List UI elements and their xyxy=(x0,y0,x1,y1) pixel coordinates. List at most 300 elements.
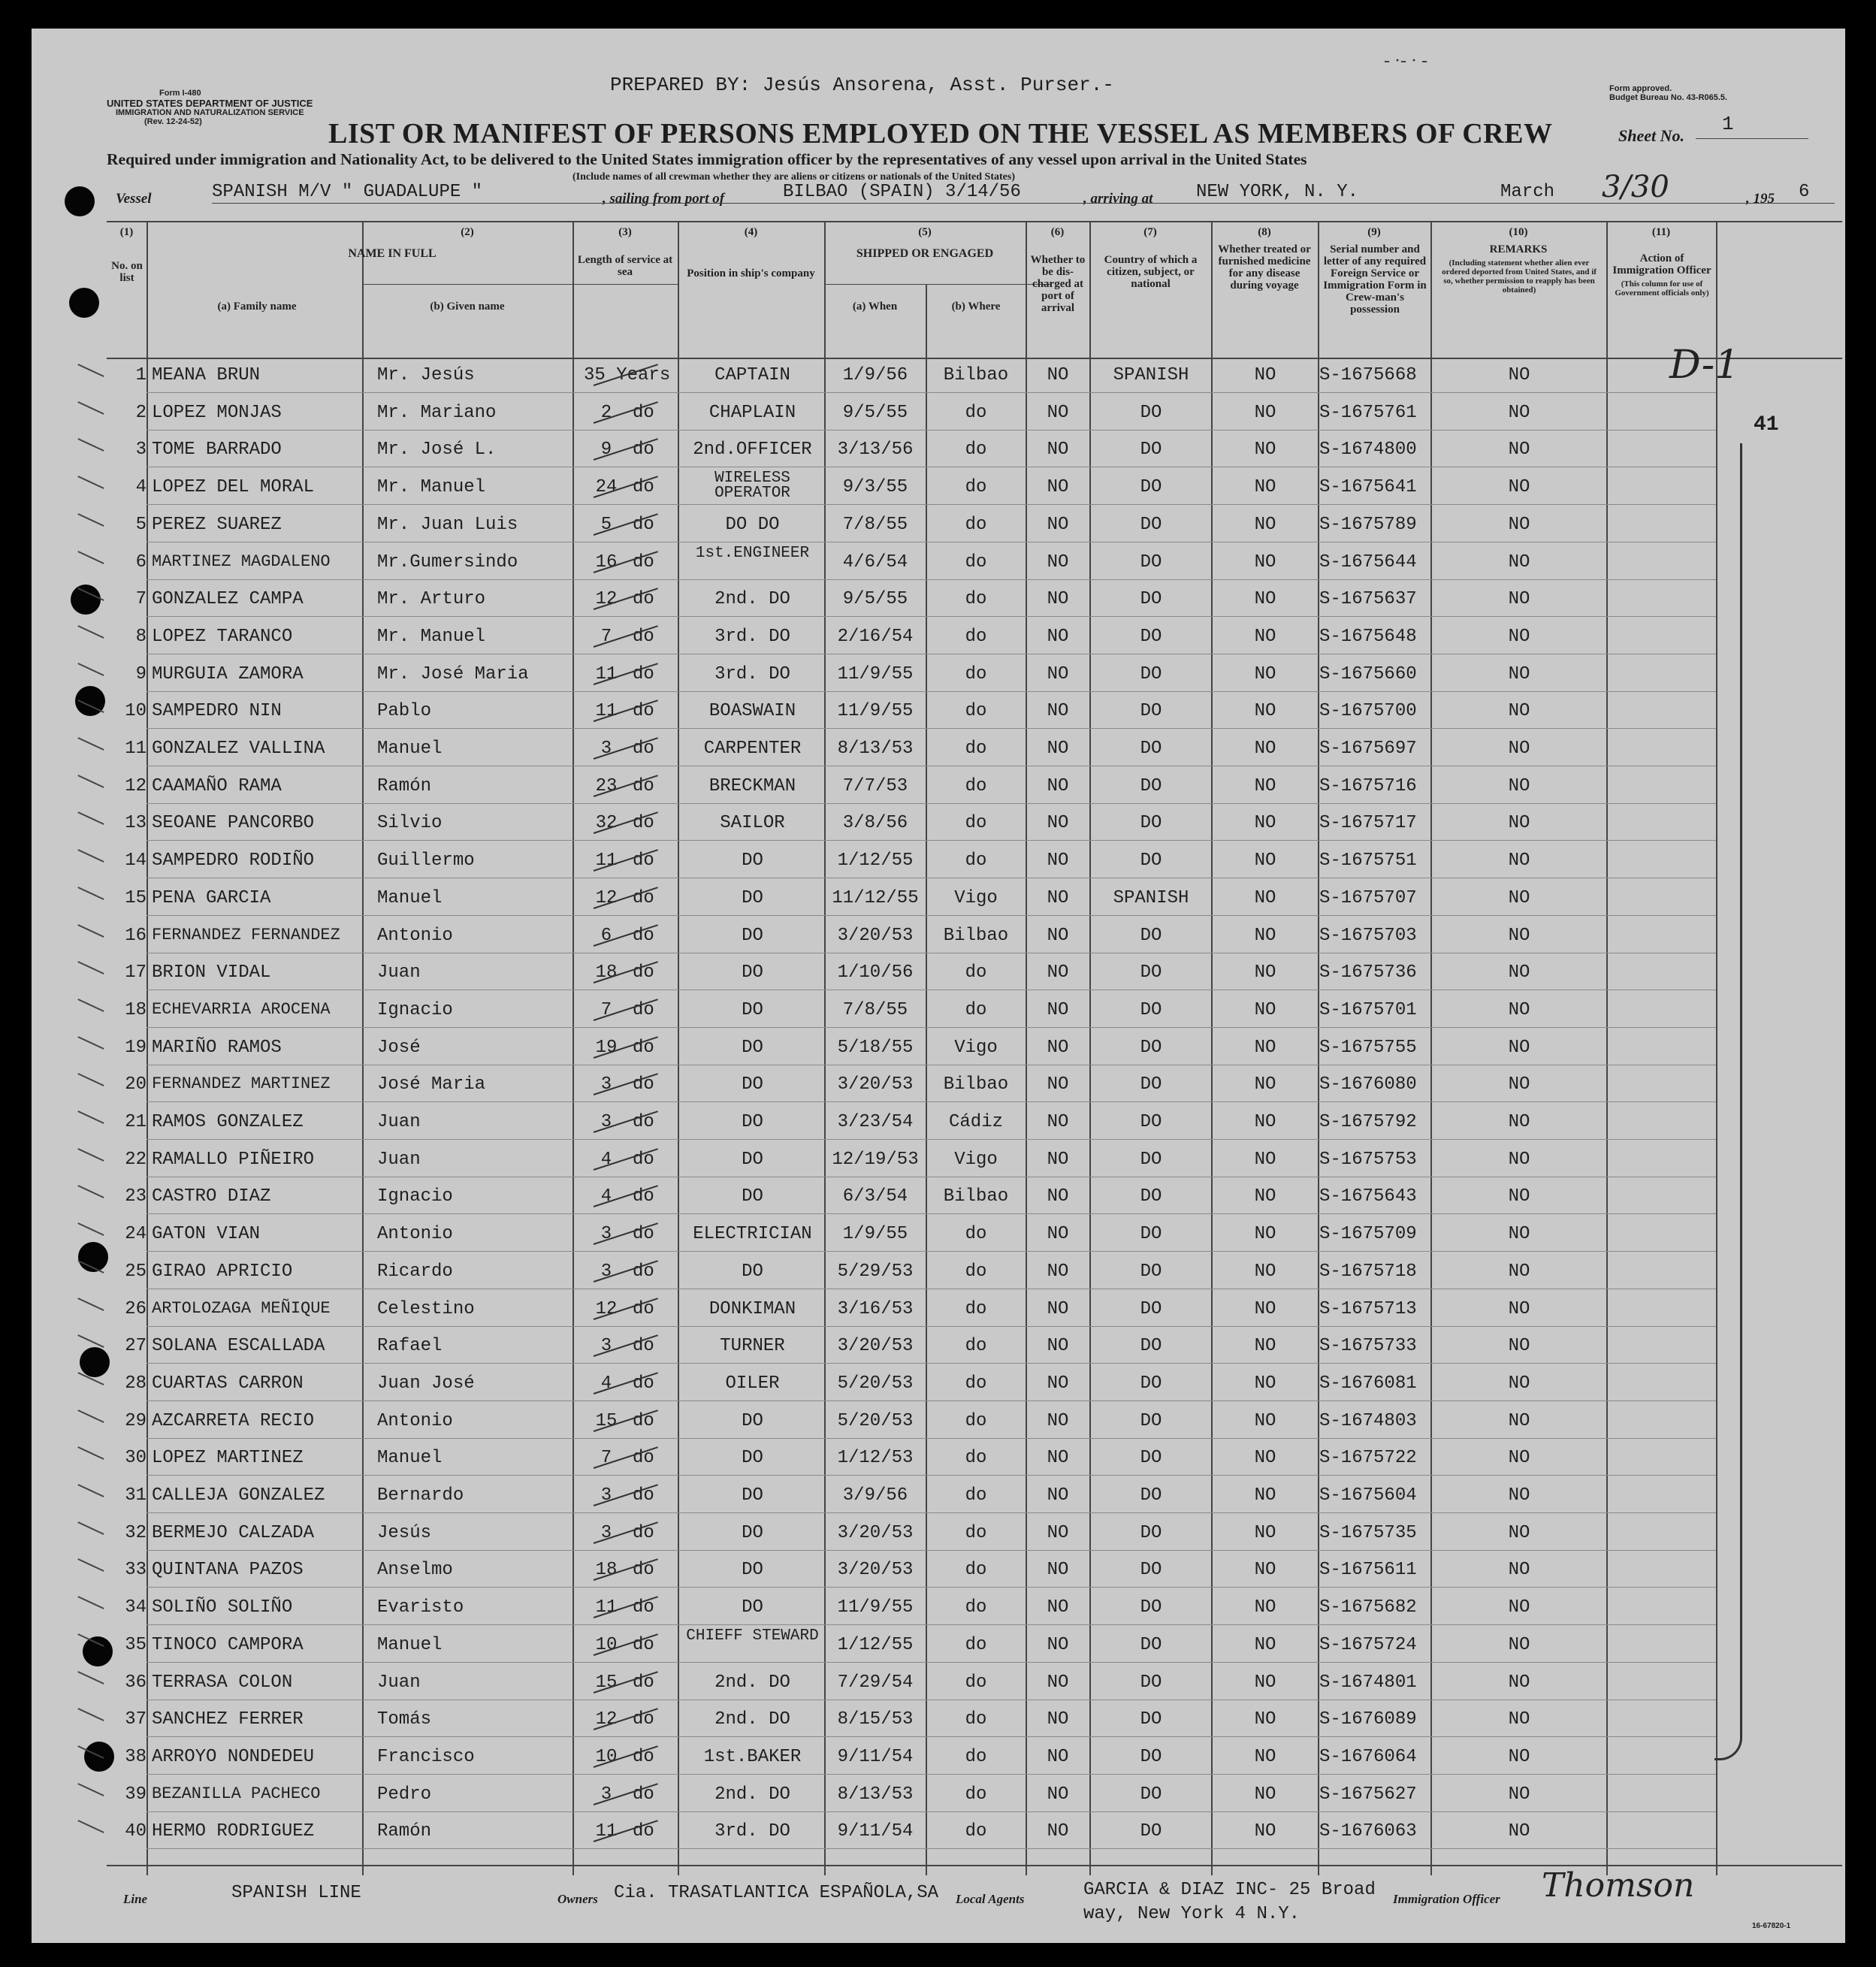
row-rule xyxy=(147,1400,1716,1401)
owners-label: Owners xyxy=(557,1892,598,1906)
shipped-when: 3/20/53 xyxy=(837,1560,914,1581)
length-do: do xyxy=(633,962,654,984)
shipped-where: do xyxy=(965,1298,987,1319)
row-number: 14 xyxy=(125,851,147,872)
shipped-where: do xyxy=(965,626,987,647)
row-rule xyxy=(147,691,1716,692)
remarks: NO xyxy=(1508,1149,1530,1170)
row-number: 35 xyxy=(125,1634,147,1655)
country: DO xyxy=(1140,1410,1162,1431)
country: DO xyxy=(1140,1709,1162,1730)
shipped-where: do xyxy=(965,514,987,535)
medicine: NO xyxy=(1254,1149,1276,1170)
serial-number: S-1675736 xyxy=(1319,962,1417,984)
row-number: 32 xyxy=(125,1522,147,1543)
medicine: NO xyxy=(1254,1074,1276,1095)
given-name: Mr. José L. xyxy=(377,440,497,461)
check-mark xyxy=(77,1222,104,1236)
row-number: 17 xyxy=(125,962,147,984)
row-rule xyxy=(147,392,1716,393)
header-action-sub: (This column for use of Government officials only) xyxy=(1615,279,1709,298)
row-rule xyxy=(147,504,1716,505)
serial-number: S-1675697 xyxy=(1319,739,1417,759)
medicine: NO xyxy=(1254,925,1276,946)
remarks: NO xyxy=(1508,1672,1530,1693)
country: DO xyxy=(1140,1298,1162,1319)
family-name: MARIÑO RAMOS xyxy=(152,1037,282,1058)
shipped-where: do xyxy=(965,775,987,796)
family-name: TINOCO CAMPORA xyxy=(152,1634,304,1655)
family-name: SOLANA ESCALLADA xyxy=(152,1336,325,1357)
given-name: Ramón xyxy=(377,775,432,796)
length-do: do xyxy=(633,663,654,684)
remarks: NO xyxy=(1508,1597,1530,1618)
row-number: 6 xyxy=(135,551,147,573)
country: DO xyxy=(1140,626,1162,647)
row-number: 2 xyxy=(135,402,147,423)
shipped-where: do xyxy=(965,1336,987,1357)
serial-number: S-1675707 xyxy=(1319,887,1417,908)
country: SPANISH xyxy=(1113,365,1189,385)
medicine: NO xyxy=(1254,887,1276,908)
manifest-title: LIST OR MANIFEST OF PERSONS EMPLOYED ON THE VESSEL AS MEMBERS OF CREW xyxy=(328,118,1553,150)
discharged: NO xyxy=(1047,1261,1069,1282)
discharged: NO xyxy=(1047,1597,1069,1618)
shipped-where: do xyxy=(965,1821,987,1842)
row-rule xyxy=(147,1251,1716,1252)
col2-number: (2) xyxy=(461,226,474,238)
check-mark xyxy=(77,1073,104,1086)
family-name: SAMPEDRO NIN xyxy=(152,701,282,722)
discharged: NO xyxy=(1047,1336,1069,1357)
check-mark xyxy=(77,1783,104,1796)
family-name: TOME BARRADO xyxy=(152,440,282,461)
ship-position: DO xyxy=(742,1410,763,1431)
length-do: do xyxy=(633,1709,654,1730)
shipped-where: do xyxy=(965,1485,987,1506)
row-rule xyxy=(147,1101,1716,1102)
country: DO xyxy=(1140,1522,1162,1543)
length-do: do xyxy=(633,626,654,647)
medicine: NO xyxy=(1254,589,1276,610)
given-name: Pablo xyxy=(377,701,432,722)
discharged: NO xyxy=(1047,1634,1069,1655)
remarks: NO xyxy=(1508,365,1530,385)
shipped-when: 7/7/53 xyxy=(842,775,908,796)
ship-position: 2nd. DO xyxy=(714,1672,790,1693)
length-of-service: 12 xyxy=(595,887,618,908)
ship-position: 1st.BAKER xyxy=(703,1746,802,1767)
serial-number: S-1675668 xyxy=(1319,365,1417,385)
medicine: NO xyxy=(1254,1784,1276,1805)
serial-number: S-1676089 xyxy=(1319,1709,1417,1730)
shipped-when: 7/8/55 xyxy=(842,514,908,535)
arriving-label: , arriving at xyxy=(1083,191,1153,207)
shipped-when: 9/5/55 xyxy=(842,589,908,610)
remarks: NO xyxy=(1508,514,1530,535)
shipped-where: Bilbao xyxy=(943,925,1009,946)
country: DO xyxy=(1140,1186,1162,1207)
shipped-when: 3/16/53 xyxy=(837,1298,914,1319)
medicine: NO xyxy=(1254,1336,1276,1357)
country: DO xyxy=(1140,1037,1162,1058)
shipped-when: 12/19/53 xyxy=(832,1149,919,1170)
check-mark xyxy=(77,513,104,527)
family-name: ARTOLOZAGA MEÑIQUE xyxy=(152,1298,331,1318)
length-of-service: 23 xyxy=(595,775,618,796)
header-length-service: Length of service at sea xyxy=(577,254,673,278)
serial-number: S-1676081 xyxy=(1319,1373,1417,1394)
length-do: do xyxy=(633,887,654,908)
length-do: do xyxy=(633,1672,654,1693)
length-of-service: 11 xyxy=(595,851,618,872)
discharged: NO xyxy=(1047,701,1069,722)
top-marks: - ·- · - xyxy=(1384,51,1427,71)
family-name: CAAMAÑO RAMA xyxy=(152,775,282,796)
serial-number: S-1675722 xyxy=(1319,1448,1417,1469)
sheet-number: 1 xyxy=(1722,113,1734,135)
length-of-service: 7 xyxy=(600,999,612,1020)
given-name: Mr. Manuel xyxy=(377,626,486,647)
shipped-where: do xyxy=(965,589,987,610)
check-mark xyxy=(77,999,104,1012)
discharged: NO xyxy=(1047,1746,1069,1767)
country: DO xyxy=(1140,440,1162,461)
shipped-when: 6/3/54 xyxy=(842,1186,908,1207)
length-do: do xyxy=(633,1112,654,1132)
ship-position: 1st.ENGINEER xyxy=(695,544,810,562)
arrival-day: 3/30 xyxy=(1602,170,1669,204)
length-of-service: 4 xyxy=(600,1186,612,1207)
vessel-label: Vessel xyxy=(116,191,152,207)
length-do: do xyxy=(633,739,654,759)
given-name: Manuel xyxy=(377,1448,443,1469)
shipped-where: do xyxy=(965,1709,987,1730)
row-number: 36 xyxy=(125,1672,147,1693)
check-mark xyxy=(77,1334,104,1348)
shipped-where: do xyxy=(965,739,987,759)
serial-number: S-1675789 xyxy=(1319,514,1417,535)
medicine: NO xyxy=(1254,1410,1276,1431)
medicine: NO xyxy=(1254,551,1276,573)
medicine: NO xyxy=(1254,999,1276,1020)
country: DO xyxy=(1140,925,1162,946)
check-mark xyxy=(77,1036,104,1050)
length-of-service: 3 xyxy=(600,1522,612,1543)
row-number: 5 xyxy=(135,514,147,535)
row-rule xyxy=(147,1587,1716,1588)
family-name: GATON VIAN xyxy=(152,1224,261,1245)
form-number: Form I-480 xyxy=(159,89,201,98)
discharged: NO xyxy=(1047,626,1069,647)
row-number: 8 xyxy=(135,626,147,647)
discharged: NO xyxy=(1047,1410,1069,1431)
discharged: NO xyxy=(1047,1298,1069,1319)
header-where: (b) Where xyxy=(951,301,1001,313)
medicine: NO xyxy=(1254,1560,1276,1581)
ship-position: DO xyxy=(742,1149,763,1170)
length-of-service: 15 xyxy=(595,1410,618,1431)
length-of-service: 3 xyxy=(600,1224,612,1245)
remarks: NO xyxy=(1508,1634,1530,1655)
shipped-where: do xyxy=(965,1261,987,1282)
country: DO xyxy=(1140,1784,1162,1805)
medicine: NO xyxy=(1254,1634,1276,1655)
row-rule xyxy=(147,728,1716,729)
row-number: 9 xyxy=(135,663,147,684)
check-mark xyxy=(77,1708,104,1721)
country: DO xyxy=(1140,1373,1162,1394)
discharged: NO xyxy=(1047,1784,1069,1805)
discharged: NO xyxy=(1047,999,1069,1020)
length-do: do xyxy=(633,1821,654,1842)
serial-number: S-1676063 xyxy=(1319,1821,1417,1842)
length-do: do xyxy=(633,925,654,946)
row-number: 13 xyxy=(125,813,147,834)
row-rule xyxy=(147,430,1716,431)
discharged: NO xyxy=(1047,514,1069,535)
officer-label: Immigration Officer xyxy=(1393,1892,1500,1906)
row-rule xyxy=(147,1213,1716,1214)
shipped-where: Vigo xyxy=(954,1037,998,1058)
check-mark xyxy=(77,1446,104,1460)
family-name: BEZANILLA PACHECO xyxy=(152,1784,321,1803)
year-prefix: , 195 xyxy=(1746,191,1775,207)
length-do: do xyxy=(633,701,654,722)
length-do: do xyxy=(633,1746,654,1767)
family-name: CUARTAS CARRON xyxy=(152,1373,304,1394)
discharged: NO xyxy=(1047,1224,1069,1245)
row-rule xyxy=(147,1512,1716,1513)
country: DO xyxy=(1140,1224,1162,1245)
shipped-where: do xyxy=(965,1373,987,1394)
row-number: 15 xyxy=(125,887,147,908)
serial-number: S-1675604 xyxy=(1319,1485,1417,1506)
family-name: QUINTANA PAZOS xyxy=(152,1560,304,1581)
ship-position: DO xyxy=(742,1597,763,1618)
shipped-where: Vigo xyxy=(954,887,998,908)
country: DO xyxy=(1140,739,1162,759)
row-rule xyxy=(147,1662,1716,1663)
length-do: do xyxy=(633,1261,654,1282)
length-do: do xyxy=(633,440,654,461)
remarks: NO xyxy=(1508,1186,1530,1207)
row-number: 30 xyxy=(125,1448,147,1469)
header-country: Country of which a citizen, subject, or national xyxy=(1104,254,1198,290)
serial-number: S-1676064 xyxy=(1319,1746,1417,1767)
given-name: Rafael xyxy=(377,1336,443,1357)
given-name: Ricardo xyxy=(377,1261,453,1282)
ship-position: DO xyxy=(742,1112,763,1132)
check-mark xyxy=(77,364,104,377)
remarks: NO xyxy=(1508,1074,1530,1095)
ship-position: DO xyxy=(742,1522,763,1543)
ship-position: DO xyxy=(742,1261,763,1282)
year-digit: 6 xyxy=(1799,182,1810,202)
country: DO xyxy=(1140,813,1162,834)
shipped-where: Cádiz xyxy=(948,1112,1003,1132)
length-of-service: 10 xyxy=(595,1746,618,1767)
ship-position: DONKIMAN xyxy=(708,1298,796,1319)
remarks: NO xyxy=(1508,999,1530,1020)
row-number: 27 xyxy=(125,1336,147,1357)
agents-label: Local Agents xyxy=(956,1892,1025,1906)
shipped-when: 8/13/53 xyxy=(837,739,914,759)
given-name: Bernardo xyxy=(377,1485,464,1506)
row-rule xyxy=(147,1550,1716,1551)
header-discharged: Whether to be dis-charged at port of arrival xyxy=(1030,254,1086,314)
row-number: 34 xyxy=(125,1597,147,1618)
check-mark xyxy=(77,401,104,415)
ship-position: DO xyxy=(742,851,763,872)
given-name: Mr. Arturo xyxy=(377,589,486,610)
check-mark xyxy=(77,663,104,676)
given-name: Silvio xyxy=(377,813,443,834)
manifest-note: (Include names of all crewman whether they are aliens or citizens or nationals of the United States) xyxy=(572,171,1015,183)
family-name: PEREZ SUAREZ xyxy=(152,514,282,535)
remarks: NO xyxy=(1508,589,1530,610)
shipped-where: Vigo xyxy=(954,1149,998,1170)
length-do: do xyxy=(633,402,654,423)
remarks: NO xyxy=(1508,1709,1530,1730)
medicine: NO xyxy=(1254,1709,1276,1730)
row-number: 40 xyxy=(125,1821,147,1842)
discharged: NO xyxy=(1047,1821,1069,1842)
row-rule xyxy=(147,1475,1716,1476)
length-of-service: 11 xyxy=(595,701,618,722)
ship-position: DO xyxy=(742,1186,763,1207)
country: DO xyxy=(1140,1112,1162,1132)
length-of-service: 18 xyxy=(595,1560,618,1581)
row-number: 25 xyxy=(125,1261,147,1282)
col3-number: (3) xyxy=(618,226,632,238)
row-number: 19 xyxy=(125,1037,147,1058)
ship-position: BRECKMAN xyxy=(708,775,796,796)
shipped-when: 5/20/53 xyxy=(837,1410,914,1431)
serial-number: S-1675755 xyxy=(1319,1037,1417,1058)
col11-number: (11) xyxy=(1651,226,1671,238)
remarks: NO xyxy=(1508,663,1530,684)
given-name: Manuel xyxy=(377,1634,443,1655)
remarks: NO xyxy=(1508,1261,1530,1282)
family-name: GIRAO APRICIO xyxy=(152,1261,293,1282)
discharged: NO xyxy=(1047,402,1069,423)
serial-number: S-1675627 xyxy=(1319,1784,1417,1805)
ship-position: DO xyxy=(742,925,763,946)
row-number: 18 xyxy=(125,999,147,1020)
punch-hole xyxy=(65,186,95,216)
serial-number: S-1675713 xyxy=(1319,1298,1417,1319)
given-name: Juan xyxy=(377,1672,421,1693)
col8-number: (8) xyxy=(1258,226,1271,238)
ship-position: 3rd. DO xyxy=(714,663,790,684)
col6-number: (6) xyxy=(1050,226,1065,238)
header-position: Position in ship's company xyxy=(687,267,815,279)
length-do: do xyxy=(633,1522,654,1543)
remarks: NO xyxy=(1508,775,1530,796)
length-of-service: 3 xyxy=(600,1784,612,1805)
bracket-mark xyxy=(1714,443,1742,1760)
header-no-on-list: No. on list xyxy=(111,260,143,284)
ship-position: DO xyxy=(742,1485,763,1506)
family-name: FERNANDEZ MARTINEZ xyxy=(152,1074,331,1094)
remarks: NO xyxy=(1508,1746,1530,1767)
length-of-service: 3 xyxy=(600,1074,612,1095)
header-when: (a) When xyxy=(852,301,898,313)
country: DO xyxy=(1140,402,1162,423)
shipped-where: do xyxy=(965,1784,987,1805)
family-name: PENA GARCIA xyxy=(152,887,271,908)
ship-position: OILER xyxy=(725,1373,780,1394)
family-name: SEOANE PANCORBO xyxy=(152,813,315,834)
shipped-when: 1/10/56 xyxy=(837,962,914,984)
count-annotation: 41 xyxy=(1754,413,1779,437)
shipped-when: 3/13/56 xyxy=(837,440,914,461)
shipped-when: 4/6/54 xyxy=(842,551,908,573)
country: DO xyxy=(1140,1672,1162,1693)
row-number: 4 xyxy=(135,477,147,498)
given-name: Pedro xyxy=(377,1784,432,1805)
check-mark xyxy=(77,1596,104,1609)
country: DO xyxy=(1140,1821,1162,1842)
discharged: NO xyxy=(1047,589,1069,610)
discharged: NO xyxy=(1047,1485,1069,1506)
shipped-where: do xyxy=(965,999,987,1020)
shipped-when: 3/20/53 xyxy=(837,925,914,946)
shipped-where: do xyxy=(965,1560,987,1581)
medicine: NO xyxy=(1254,1522,1276,1543)
length-do: do xyxy=(633,589,654,610)
check-mark xyxy=(77,1298,104,1311)
country: SPANISH xyxy=(1113,887,1189,908)
given-name: Juan José xyxy=(377,1373,475,1394)
medicine: NO xyxy=(1254,402,1276,423)
length-of-service: 10 xyxy=(595,1634,618,1655)
length-do: do xyxy=(633,999,654,1020)
row-rule xyxy=(147,616,1716,617)
discharged: NO xyxy=(1047,887,1069,908)
serial-number: S-1675648 xyxy=(1319,626,1417,647)
given-name: Mr. Jesús xyxy=(377,365,475,385)
given-name: Tomás xyxy=(377,1709,432,1730)
ship-position: CHAPLAIN xyxy=(708,402,796,423)
shipped-when: 5/29/53 xyxy=(837,1261,914,1282)
length-of-service: 18 xyxy=(595,962,618,984)
country: DO xyxy=(1140,514,1162,535)
country: DO xyxy=(1140,701,1162,722)
remarks: NO xyxy=(1508,1448,1530,1469)
country: DO xyxy=(1140,1746,1162,1767)
medicine: NO xyxy=(1254,1373,1276,1394)
row-number: 22 xyxy=(125,1149,147,1170)
shipped-when: 3/20/53 xyxy=(837,1522,914,1543)
length-do: do xyxy=(633,1560,654,1581)
shipped-where: do xyxy=(965,440,987,461)
serial-number: S-1674800 xyxy=(1319,440,1417,461)
country: DO xyxy=(1140,1448,1162,1469)
shipped-when: 9/3/55 xyxy=(842,477,908,498)
punch-hole xyxy=(83,1636,113,1666)
length-of-service: 15 xyxy=(595,1672,618,1693)
serial-number: S-1675735 xyxy=(1319,1522,1417,1543)
arrival-month: March xyxy=(1500,182,1555,202)
medicine: NO xyxy=(1254,701,1276,722)
length-of-service: 4 xyxy=(600,1149,612,1170)
shipped-where: do xyxy=(965,962,987,984)
discharged: NO xyxy=(1047,851,1069,872)
header-shipped-engaged: SHIPPED OR ENGAGED xyxy=(856,247,994,260)
row-number: 16 xyxy=(125,925,147,946)
